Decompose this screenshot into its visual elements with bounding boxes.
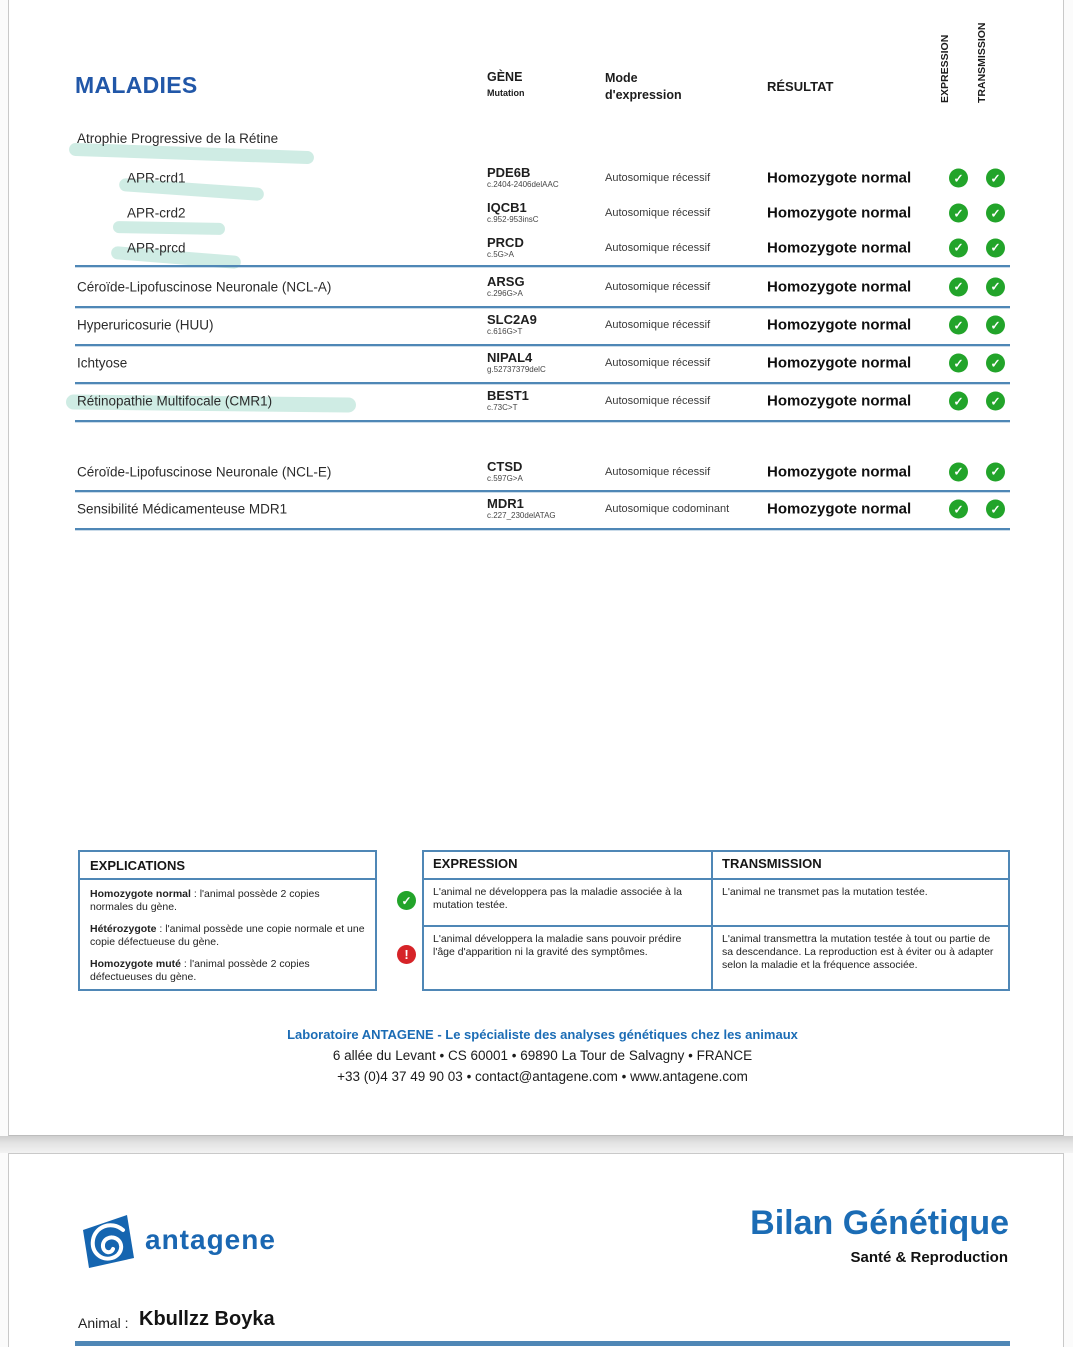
explications-box: [78, 850, 377, 991]
explications-body: [80, 880, 375, 984]
gene-name: NIPAL4: [487, 350, 533, 365]
legend-header-transmission: TRANSMISSION: [713, 852, 1008, 880]
lab-address: 6 allée du Levant • CS 60001 • 69890 La Tour de Salvagny • FRANCE: [332, 1048, 753, 1063]
report-subtitle: Santé & Reproduction: [850, 1249, 1008, 1266]
transmission-check-icon: ✓: [986, 238, 1005, 257]
explication-item: Homozygote muté : l'animal possède 2 copies défectueuses du gène.: [90, 958, 310, 983]
legend-alert-icon: !: [397, 945, 416, 964]
mode-expression: Autosomique récessif: [605, 207, 711, 219]
report-title: Bilan Génétique: [750, 1204, 1009, 1242]
disease-name: Rétinopathie Multifocale (CMR1): [77, 393, 273, 409]
disease-name: Céroïde-Lipofuscinose Neuronale (NCL-A): [77, 279, 332, 294]
gene-name: IQCB1: [487, 200, 527, 215]
legend-check-icon: ✓: [397, 891, 416, 910]
table-row: [75, 230, 1010, 265]
legend-table: [422, 850, 1010, 991]
gene-mutation: c.227_230delATAG: [487, 511, 556, 520]
result-value: Homozygote normal: [767, 463, 912, 480]
expression-check-icon: ✓: [949, 316, 968, 335]
gene-mutation: c.616G>T: [487, 327, 523, 336]
animal-name: Kbullzz Boyka: [139, 1308, 275, 1330]
antagene-logo-icon: [78, 1210, 138, 1272]
expression-check-icon: ✓: [949, 354, 968, 373]
gene-mutation: c.952-953insC: [487, 215, 539, 224]
table-row: [75, 267, 1010, 306]
column-header-expression: EXPRESSION: [939, 34, 951, 103]
explication-item: Homozygote normal : l'animal possède 2 copies normales du gène.: [90, 888, 320, 913]
column-header-gene: GÈNE: [487, 70, 523, 84]
mode-expression: Autosomique récessif: [605, 241, 711, 254]
gene-name: CTSD: [487, 458, 523, 474]
disease-name: APR-prcd: [127, 240, 186, 255]
row-divider: [75, 344, 1010, 346]
table-row: [75, 382, 1010, 420]
lab-contact: +33 (0)4 37 49 90 03 • contact@antagene.com • www.antagene.com: [337, 1069, 748, 1084]
table-row: [75, 344, 1010, 382]
gene-name: BEST1: [487, 388, 529, 403]
legend-transmission-normal: L'animal ne transmet pas la mutation testée.: [713, 880, 1008, 927]
lab-tagline: Laboratoire ANTAGENE - Le spécialiste des analyses génétiques chez les animaux: [287, 1027, 798, 1042]
transmission-check-icon: ✓: [986, 500, 1005, 519]
explications-title: EXPLICATIONS: [80, 852, 375, 880]
legend-expression-normal: L'animal ne développera pas la maladie associée à la mutation testée.: [424, 880, 713, 927]
legend-expression-affected: L'animal développera la maladie sans pouvoir prédire l'âge d'apparition ni la gravité des symptômes.: [424, 927, 713, 989]
table-row: [75, 490, 1010, 528]
transmission-check-icon: ✓: [986, 316, 1005, 335]
row-divider: [75, 265, 1010, 267]
animal-label: Animal :: [78, 1315, 129, 1331]
gene-name: SLC2A9: [487, 312, 537, 327]
result-value: Homozygote normal: [767, 169, 912, 187]
gene-cell: [487, 236, 524, 260]
gene-mutation: c.2404-2406delAAC: [487, 180, 559, 189]
gene-cell: [487, 166, 559, 190]
legend-transmission-affected: L'animal transmettra la mutation testée à tout ou partie de sa descendance. La reproduction est à éviter ou à adapter selon la maladie et la fréquence associée.: [722, 933, 994, 971]
transmission-check-icon: ✓: [986, 392, 1005, 411]
column-header-maladies: MALADIES: [75, 72, 198, 98]
mode-expression: Autosomique récessif: [605, 395, 711, 407]
gene-cell: [487, 389, 529, 413]
expression-check-icon: ✓: [949, 500, 968, 519]
transmission-check-icon: ✓: [986, 169, 1005, 188]
row-divider: [75, 420, 1010, 422]
mode-expression: Autosomique récessif: [605, 357, 711, 369]
table-row: [75, 160, 1010, 196]
table-row: [75, 453, 1010, 490]
result-value: Homozygote normal: [767, 354, 912, 372]
expression-check-icon: ✓: [949, 392, 968, 411]
mode-expression: Autosomique récessif: [605, 280, 711, 293]
column-header-mutation: Mutation: [487, 88, 525, 98]
expression-check-icon: ✓: [949, 204, 968, 223]
results-table: [75, 0, 1010, 1136]
mode-expression: Autosomique codominant: [605, 503, 730, 515]
column-header-resultat: RÉSULTAT: [767, 79, 834, 94]
mode-expression: Autosomique récessif: [605, 172, 711, 184]
row-divider: [75, 528, 1010, 530]
disease-name: APR-crd1: [127, 170, 186, 186]
result-value: Homozygote normal: [767, 278, 912, 295]
disease-name: Hyperuricosurie (HUU): [77, 317, 214, 333]
expression-check-icon: ✓: [949, 277, 968, 296]
transmission-check-icon: ✓: [986, 462, 1005, 481]
disease-name: Céroïde-Lipofuscinose Neuronale (NCL-E): [77, 464, 332, 479]
report-page-1: [8, 0, 1064, 1136]
gene-mutation: c.296G>A: [487, 288, 523, 298]
result-value: Homozygote normal: [767, 500, 912, 518]
gene-name: PDE6B: [487, 165, 531, 180]
result-value: Homozygote normal: [767, 239, 912, 256]
disease-name: Sensibilité Médicamenteuse MDR1: [77, 501, 288, 517]
row-divider: [75, 306, 1010, 308]
table-row: [75, 196, 1010, 230]
disease-name: APR-crd2: [127, 205, 186, 221]
disease-group-label: Atrophie Progressive de la Rétine: [77, 131, 279, 146]
gene-cell: [487, 460, 523, 484]
expression-check-icon: ✓: [949, 169, 968, 188]
expression-check-icon: ✓: [949, 462, 968, 481]
column-header-transmission: TRANSMISSION: [976, 22, 988, 103]
gene-cell: [487, 201, 539, 225]
row-divider: [75, 382, 1010, 384]
table-row: [75, 306, 1010, 344]
transmission-check-icon: ✓: [986, 354, 1005, 373]
gene-mutation: c.597G>A: [487, 473, 523, 483]
mode-expression: Autosomique récessif: [605, 465, 711, 478]
legend-header-expression: EXPRESSION: [424, 852, 713, 880]
explication-item: Hétérozygote : l'animal possède une copie normale et une copie défectueuse du gène.: [90, 923, 365, 948]
gene-name: MDR1: [487, 496, 524, 511]
result-value: Homozygote normal: [767, 204, 912, 222]
gene-name: ARSG: [487, 273, 525, 289]
disease-name: Ichtyose: [77, 355, 128, 371]
result-value: Homozygote normal: [767, 392, 912, 410]
transmission-check-icon: ✓: [986, 204, 1005, 223]
page-separator: [0, 1136, 1073, 1153]
gene-name: PRCD: [487, 234, 524, 250]
gene-cell: [487, 275, 525, 299]
report-page-2: [8, 1153, 1064, 1347]
gene-cell: [487, 351, 546, 375]
gene-mutation: c.5G>A: [487, 249, 514, 259]
gene-mutation: g.52737379delC: [487, 365, 546, 374]
expression-check-icon: ✓: [949, 238, 968, 257]
gene-cell: [487, 313, 537, 337]
column-header-mode: Mode d'expression: [605, 71, 682, 102]
result-value: Homozygote normal: [767, 316, 912, 334]
gene-cell: [487, 497, 556, 521]
antagene-logo-text: antagene: [145, 1224, 276, 1255]
transmission-check-icon: ✓: [986, 277, 1005, 296]
gene-mutation: c.73C>T: [487, 403, 518, 412]
row-divider: [75, 490, 1010, 492]
section-divider-bar: [75, 1341, 1010, 1346]
mode-expression: Autosomique récessif: [605, 319, 711, 331]
